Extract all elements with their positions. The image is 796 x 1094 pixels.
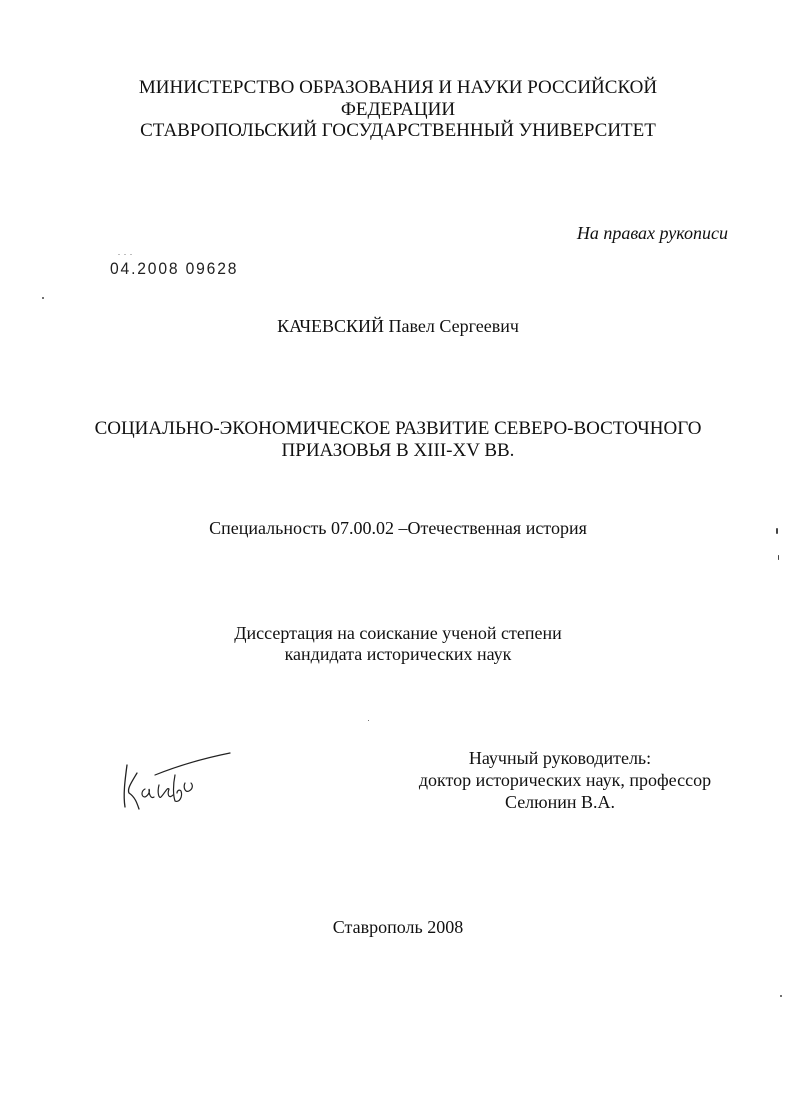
advisor-label: Научный руководитель: (468, 748, 652, 768)
thesis-title-line-2: ПРИАЗОВЬЯ В XIII-XV ВВ. (281, 440, 515, 461)
author-name: КАЧЕВСКИЙ Павел Сергеевич (277, 316, 519, 336)
ministry-line-2: ФЕДЕРАЦИИ (340, 99, 456, 120)
advisor-degree: доктор исторических наук, профессор (418, 770, 712, 790)
thesis-title-line-1: СОЦИАЛЬНО-ЭКОНОМИЧЕСКОЕ РАЗВИТИЕ СЕВЕРО-ВОСТОЧНОГО (94, 418, 702, 439)
scan-speck (42, 297, 44, 299)
handwritten-signature (115, 745, 240, 820)
manuscript-note: На правах рукописи (576, 223, 728, 243)
registration-stamp: 04.2008 09628 (110, 259, 239, 278)
ministry-line-1: МИНИСТЕРСТВО ОБРАЗОВАНИЯ И НАУКИ РОССИЙСКОЙ (138, 77, 658, 98)
university-name: СТАВРОПОЛЬСКИЙ ГОСУДАРСТВЕННЫЙ УНИВЕРСИТЕТ (140, 120, 656, 141)
advisor-name: Селюнин В.А. (504, 792, 616, 812)
dissertation-line-2: кандидата исторических наук (284, 644, 512, 664)
scan-speck (780, 995, 782, 997)
stamp-dots-decoration: . . . (118, 248, 133, 257)
scientific-advisor-block (400, 747, 730, 813)
scan-speck (368, 720, 369, 721)
specialty: Специальность 07.00.02 –Отечественная история (209, 518, 587, 538)
dissertation-line-1: Диссертация на соискание ученой степени (234, 623, 562, 643)
place-and-year: Ставрополь 2008 (332, 917, 464, 937)
scan-speck (778, 555, 779, 560)
